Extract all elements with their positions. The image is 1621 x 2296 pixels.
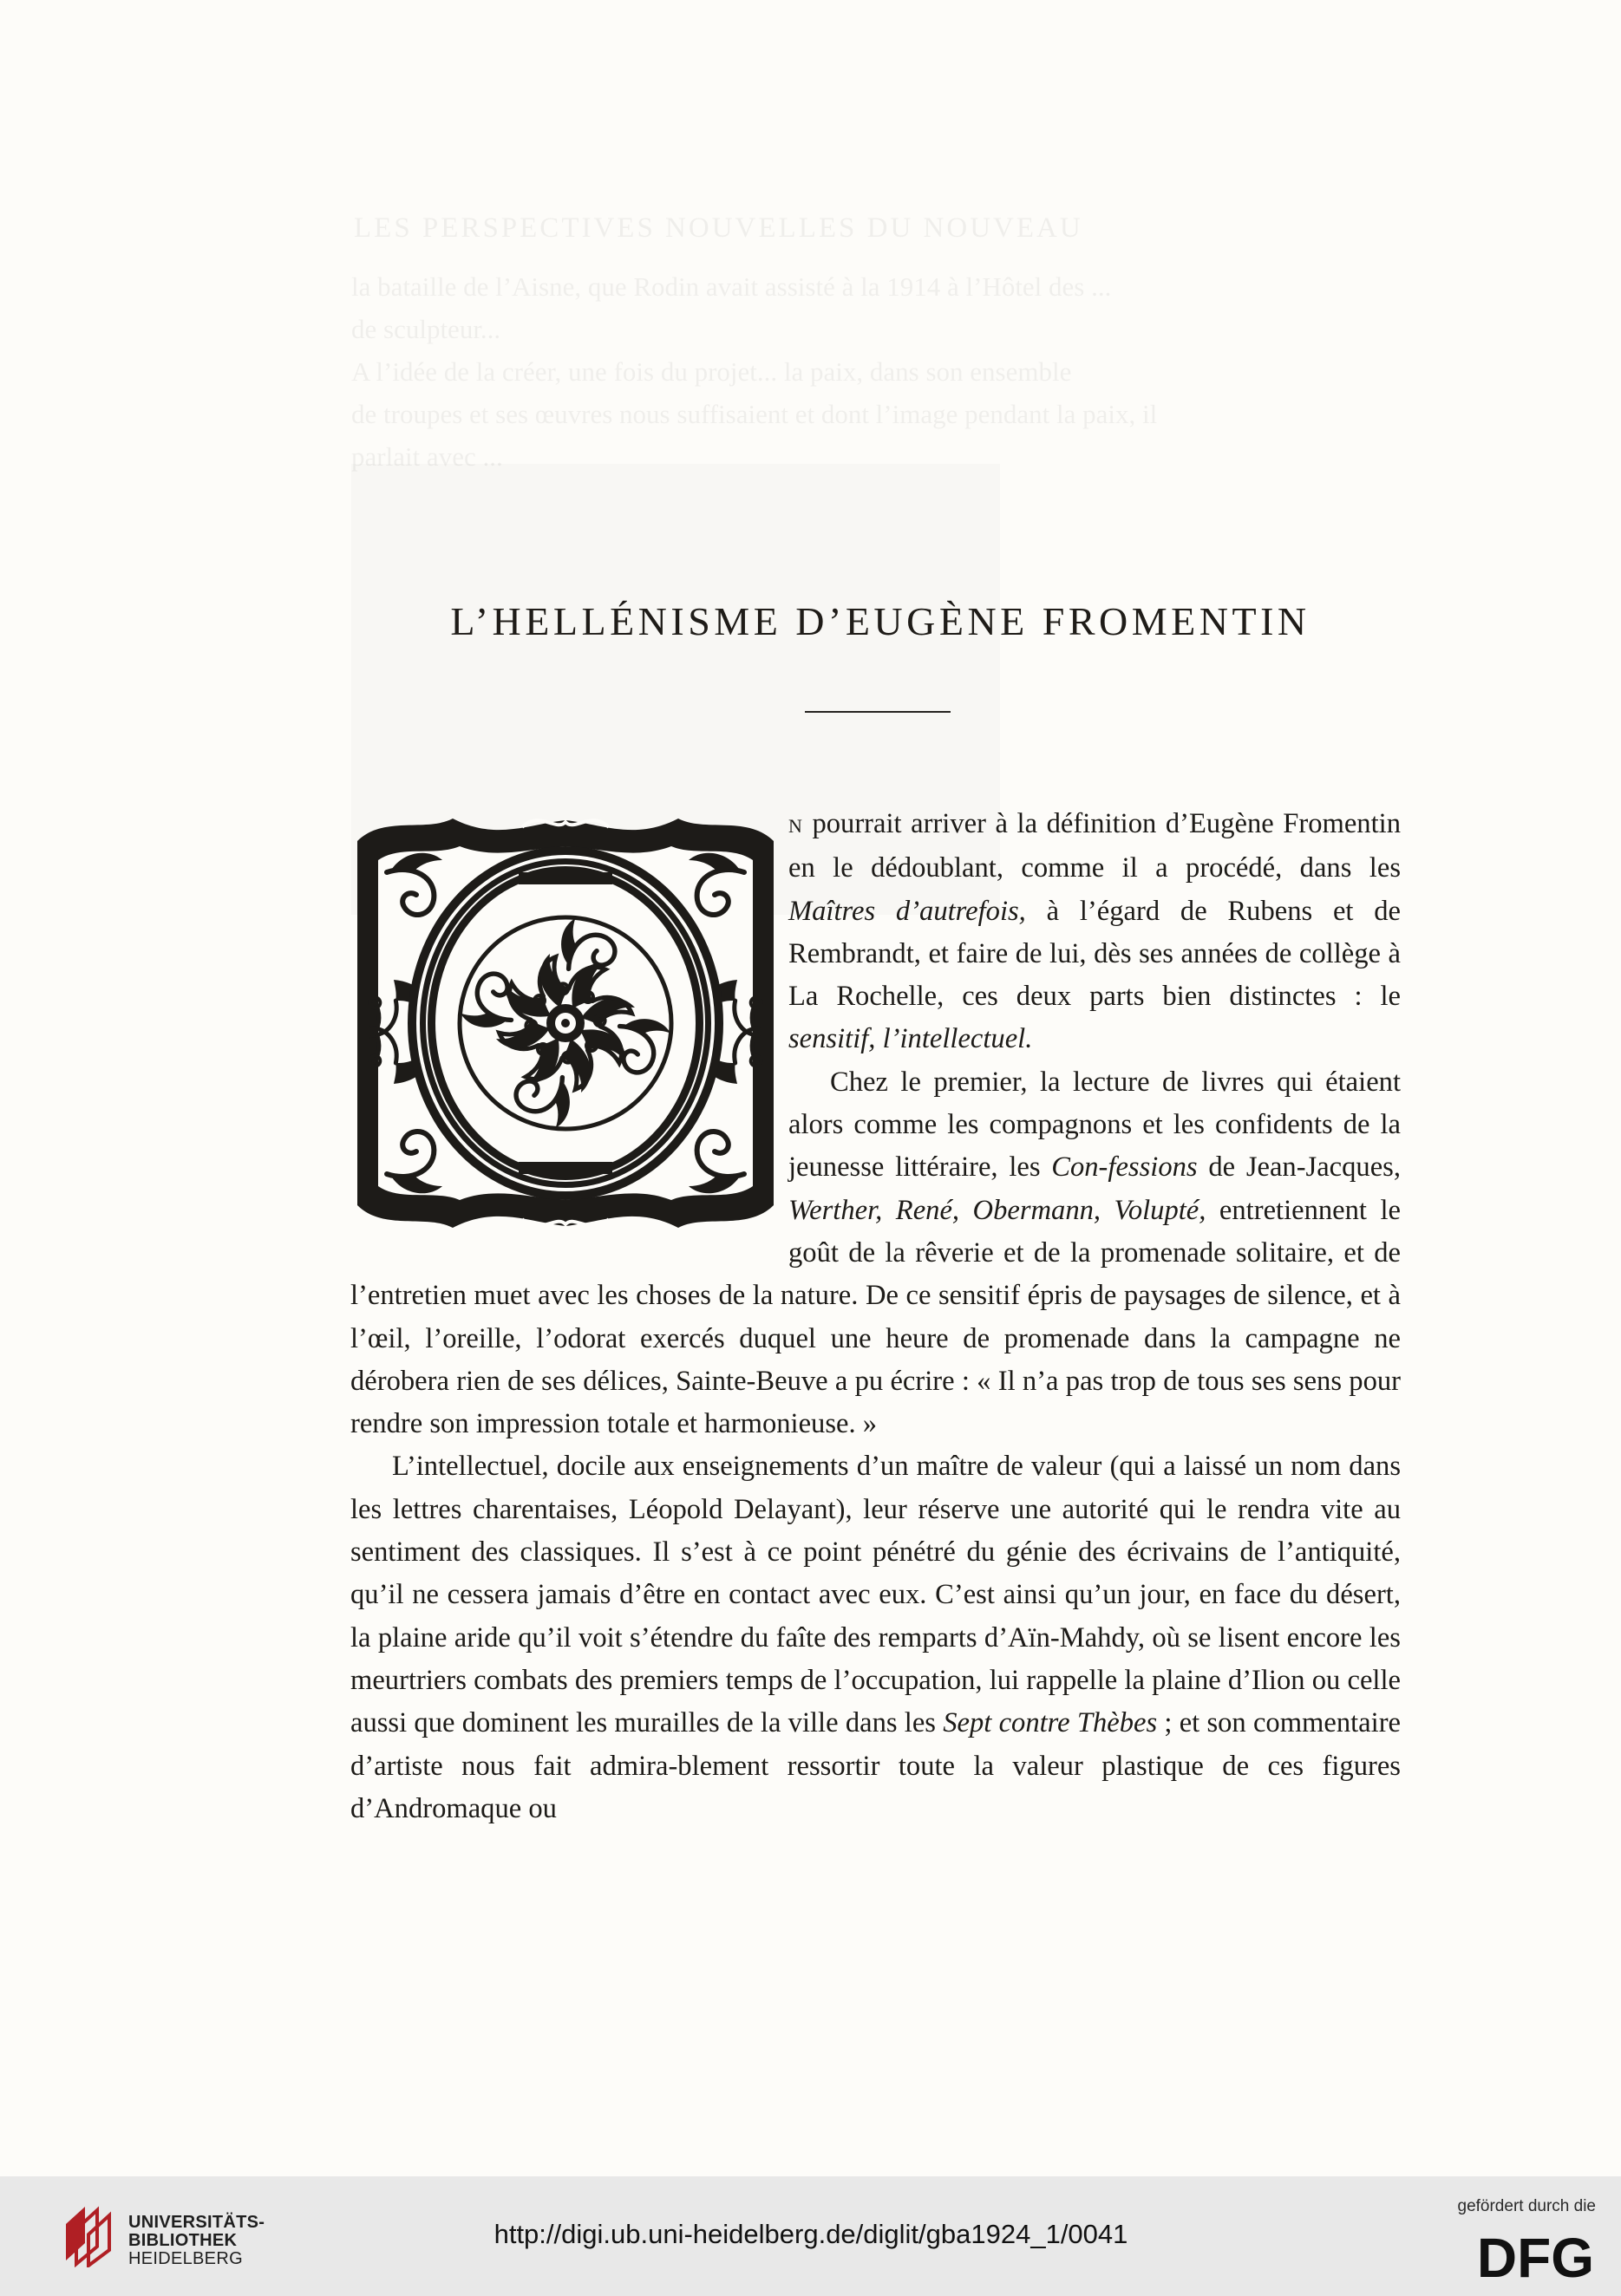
- work-titles: Werther, René, Obermann, Volupté,: [788, 1194, 1206, 1226]
- permalink-url[interactable]: http://digi.ub.uni-heidelberg.de/diglit/gba1924_1/0041: [493, 2219, 1128, 2249]
- bleed-through-line: la bataille de l’Aisne, que Rodin avait assisté à la 1914 à l’Hôtel des ...: [351, 271, 1112, 302]
- work-title: Maîtres d’autrefois,: [788, 895, 1026, 927]
- article-body: [350, 803, 1401, 1830]
- digitization-footer: [0, 2176, 1621, 2296]
- bleed-through-line: de sculpteur...: [351, 314, 501, 344]
- dfg-logo-icon[interactable]: [1440, 2228, 1596, 2282]
- article-title: L’HELLÉNISME D’EUGÈNE FROMENTIN: [450, 599, 1311, 643]
- paragraph-2: Chez le premier, la lecture de livres qui étaient alors comme les compagnons et les confidents de la jeunesse littéraire, les Con-fessions de Jean-Jacques, Werther, René, Obermann, Volupté, entretiennent le goût de la rêverie et de la promenade solitaire, et de l’entretien muet avec les choses de la nature. De ce sensitif épris de paysages de silence, et à l’œil, l’oreille, l’odorat exercés duquel une heure de promenade dans la campagne ne dérobera rien de ses délices, Sainte-Beuve a pu écrire : « Il n’a pas trop de tous ses sens pour rendre son impression totale et harmonieuse. »: [350, 1066, 1402, 1440]
- drop-cap-continuation: N: [788, 815, 803, 837]
- funder-caption: gefördert durch die: [1457, 2197, 1596, 2215]
- ub-heidelberg-logo-icon[interactable]: [59, 2200, 114, 2267]
- work-title: Con-fessions: [1051, 1151, 1198, 1184]
- bleed-through-line: LES PERSPECTIVES NOUVELLES DU NOUVEAU: [354, 212, 1083, 244]
- bleed-through-line: A l’idée de la créer, une fois du projet... la paix, dans son ensemble: [351, 356, 1072, 387]
- emphasis: sensitif, l’intellectuel.: [788, 1023, 1033, 1055]
- work-title: Sept contre Thèbes: [943, 1707, 1158, 1739]
- paragraph-1: N pourrait arriver à la définition d’Eugène Fromentin en le dédoublant, comme il a procédé, dans les Maîtres d’autrefois, à l’égard de Rubens et de Rembrandt, et faire de lui, dès ses années de collège à La Rochelle, ces deux parts bien distinctes : le sensitif, l’intellectuel.: [788, 808, 1401, 1055]
- library-name: UNIVERSITÄTS- BIBLIOTHEK HEIDELBERG: [128, 2213, 265, 2268]
- dfg-logo-text: DFG: [1476, 2228, 1594, 2282]
- paragraph-3: L’intellectuel, docile aux enseignements d’un maître de valeur (qui a laissé un nom dans les lettres charentaises, Léopold Delayant), leur réserve une autorité qui le rendra vite au sentiment des classiques. Il s’est à ce point pénétré du génie des écrivains de l’antiquité, qu’il ne cessera jamais d’être en contact avec eux. C’est ainsi qu’un jour, en face du désert, la plaine aride qu’il voit s’étendre du faîte des remparts d’Aïn-Mahdy, où se lisent encore les meurtriers combats des premiers temps de l’occupation, lui rappelle la plaine d’Ilion ou celle aussi que dominent les murailles de la ville dans les Sept contre Thèbes ; et son commentaire d’artiste nous fait admira-blement ressortir toute la valeur plastique de ces figures d’Andromaque ou: [350, 1451, 1402, 1824]
- title-rule: [805, 711, 951, 713]
- bleed-through-line: de troupes et ses œuvres nous suffisaient et dont l’image pendant la paix, il: [351, 399, 1158, 429]
- drop-cap-space: [350, 803, 788, 1252]
- bleed-through-line: parlait avec ...: [351, 441, 503, 472]
